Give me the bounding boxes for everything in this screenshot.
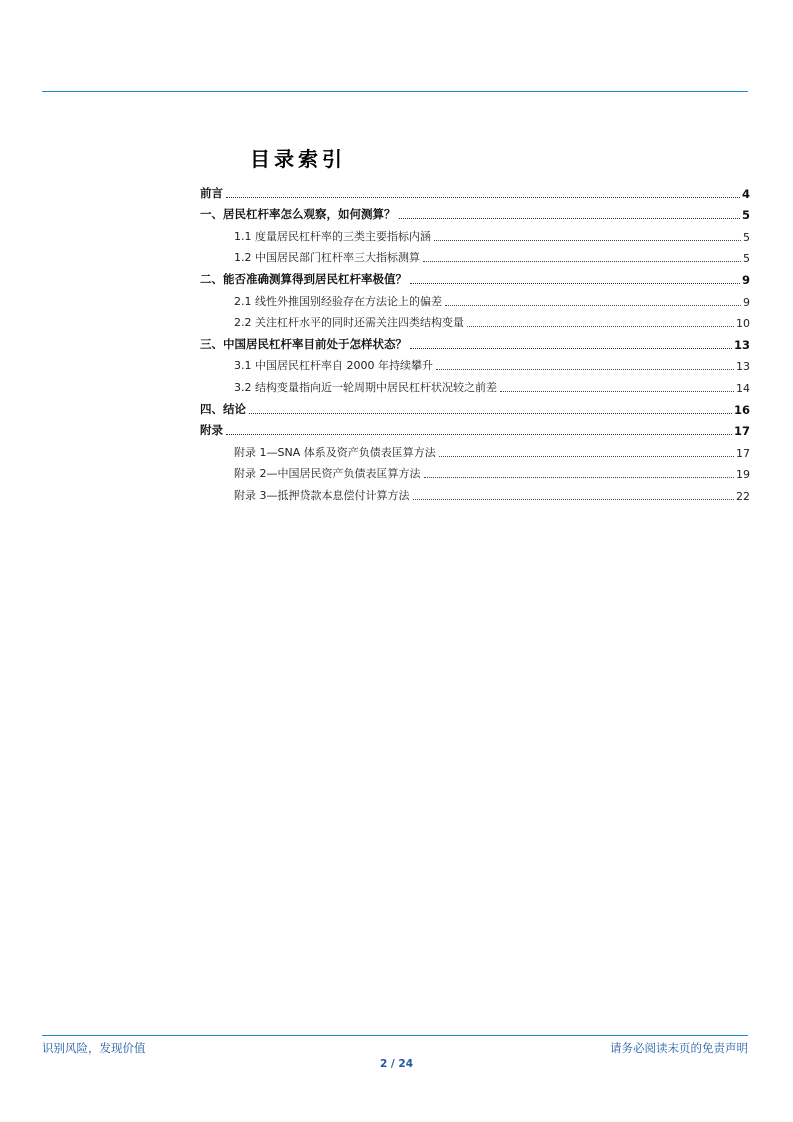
toc-entry-subsection[interactable] xyxy=(200,288,750,310)
page-number: 2 / 24 xyxy=(379,1058,414,1070)
toc-entry-page: 19 xyxy=(736,468,750,482)
toc-entry-subsection[interactable] xyxy=(200,374,750,396)
toc-entry-page: 10 xyxy=(736,317,750,331)
toc-entry-page: 16 xyxy=(733,402,750,417)
toc-entry-subsection[interactable] xyxy=(200,353,750,375)
toc-entry-subsection[interactable] xyxy=(200,245,750,267)
toc-entry-section[interactable] xyxy=(200,396,750,418)
toc-entry-subsection[interactable] xyxy=(200,482,750,504)
header-rule xyxy=(42,91,748,92)
toc-entry-label: 前言 xyxy=(200,185,223,200)
toc-entry-page: 14 xyxy=(736,381,750,395)
toc-entry-subsection[interactable] xyxy=(200,223,750,245)
toc-entry-label: 一、居民杠杆率怎么观察，如何测算？ xyxy=(200,207,396,222)
toc-leader-dots xyxy=(399,218,740,219)
toc-leader-dots xyxy=(467,326,734,327)
toc-entry-label: 3.2 结构变量指向近一轮周期中居民杠杆状况较之前差 xyxy=(234,380,497,394)
toc-entry-page: 17 xyxy=(733,424,750,439)
toc-entry-section[interactable] xyxy=(200,180,750,202)
toc-entry-label: 1.2 中国居民部门杠杆率三大指标测算 xyxy=(234,251,420,265)
toc-entry-page: 5 xyxy=(741,208,750,223)
toc-entry-label: 附录 xyxy=(200,423,223,438)
toc-entry-page: 9 xyxy=(741,272,750,287)
toc-entry-label: 附录 1—SNA 体系及资产负债表匡算方法 xyxy=(234,445,436,459)
toc-leader-dots xyxy=(410,348,732,349)
toc-leader-dots xyxy=(439,456,734,457)
toc-entry-label: 2.1 线性外推国别经验存在方法论上的偏差 xyxy=(234,294,442,308)
toc-entry-label: 附录 2—中国居民资产负债表匡算方法 xyxy=(234,467,421,481)
toc-entry-page: 5 xyxy=(743,252,750,266)
toc-leader-dots xyxy=(226,197,740,198)
table-of-contents xyxy=(200,180,750,504)
toc-entry-subsection[interactable] xyxy=(200,439,750,461)
footer-rule xyxy=(42,1035,748,1036)
toc-entry-label: 附录 3—抵押贷款本息偿付计算方法 xyxy=(234,488,410,502)
toc-entry-section[interactable] xyxy=(200,331,750,353)
toc-entry-page: 9 xyxy=(743,295,750,309)
toc-entry-section[interactable] xyxy=(200,266,750,288)
toc-entry-section[interactable] xyxy=(200,202,750,224)
toc-entry-label: 二、能否准确测算得到居民杠杆率极值？ xyxy=(200,271,407,286)
toc-leader-dots xyxy=(423,261,741,262)
toc-leader-dots xyxy=(434,240,741,241)
page-title: 目录索引 xyxy=(250,147,346,171)
toc-entry-label: 三、中国居民杠杆率目前处于怎样状态？ xyxy=(200,336,407,351)
toc-entry-page: 17 xyxy=(736,446,750,460)
toc-entry-label: 1.1 度量居民杠杆率的三类主要指标内涵 xyxy=(234,229,431,243)
toc-entry-page: 13 xyxy=(736,360,750,374)
toc-entry-page: 13 xyxy=(733,337,750,352)
toc-entry-subsection[interactable] xyxy=(200,310,750,332)
toc-leader-dots xyxy=(226,434,732,435)
toc-leader-dots xyxy=(500,391,734,392)
toc-entry-page: 5 xyxy=(743,230,750,244)
footer-disclaimer: 请务必阅读末页的免责声明 xyxy=(610,1041,748,1055)
toc-entry-label: 3.1 中国居民杠杆率自 2000 年持续攀升 xyxy=(234,359,433,373)
toc-leader-dots xyxy=(445,305,741,306)
toc-leader-dots xyxy=(249,413,732,414)
toc-leader-dots xyxy=(410,283,740,284)
toc-entry-subsection[interactable] xyxy=(200,461,750,483)
toc-entry-label: 四、结论 xyxy=(200,401,246,416)
toc-entry-page: 22 xyxy=(736,489,750,503)
toc-entry-label: 2.2 关注杠杆水平的同时还需关注四类结构变量 xyxy=(234,316,464,330)
toc-leader-dots xyxy=(413,499,735,500)
footer-slogan: 识别风险，发现价值 xyxy=(42,1041,146,1055)
toc-leader-dots xyxy=(436,369,734,370)
toc-leader-dots xyxy=(424,477,735,478)
toc-entry-page: 4 xyxy=(741,186,750,201)
toc-entry-section[interactable] xyxy=(200,418,750,440)
